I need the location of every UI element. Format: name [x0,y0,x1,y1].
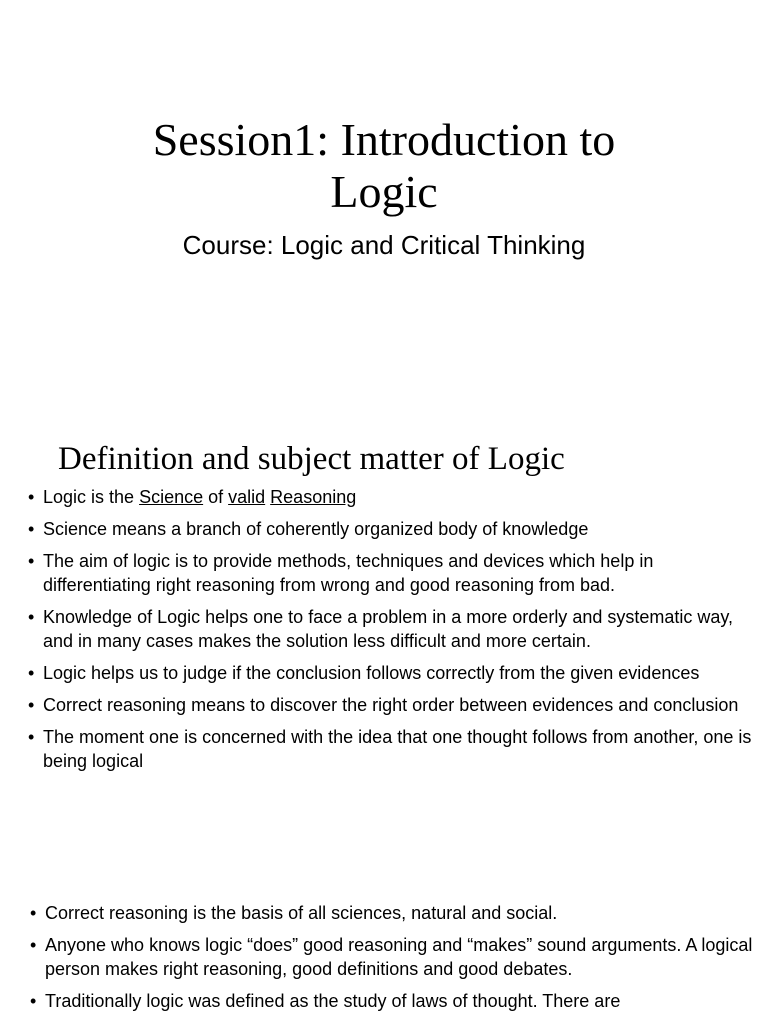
underlined-term-science: Science [139,487,204,507]
bullet-text: of [203,487,229,507]
underlined-term-reasoning: Reasoning [270,487,357,507]
slide-title [0,114,768,218]
section-heading: Definition and subject matter of Logic [58,441,565,477]
slide-subtitle: Course: Logic and Critical Thinking [182,230,586,260]
underlined-term-valid: valid [228,487,266,507]
slide-title-line-1: Session1: Introduction to [152,114,616,165]
definition-bullet-list [43,485,758,781]
bullet-item: • Correct reasoning is the basis of all sciences, natural and social. [45,901,760,925]
bullet-item: • Correct reasoning means to discover the right order between evidences and conclusion [43,693,758,717]
bullet-item: • Logic helps us to judge if the conclusion follows correctly from the given evidences [43,661,758,685]
bullet-text: Logic is the [43,487,140,507]
bullet-item: • Knowledge of Logic helps one to face a problem in a more orderly and systematic way, and in many cases makes the solution less difficult and more certain. [43,605,758,653]
bullet-item: • Traditionally logic was defined as the study of laws of thought. There are [45,989,760,1013]
reasoning-bullet-list [45,901,760,1021]
bullet-item: • Anyone who knows logic “does” good reasoning and “makes” sound arguments. A logical person makes right reasoning, good definitions and good debates. [45,933,760,981]
bullet-item: • Science means a branch of coherently organized body of knowledge [43,517,758,541]
bullet-item: • The aim of logic is to provide methods, techniques and devices which help in differentiating right reasoning from wrong and good reasoning from bad. [43,549,758,597]
bullet-item: • The moment one is concerned with the idea that one thought follows from another, one is being logical [43,725,758,773]
bullet-item-logic-definition [43,485,758,509]
slide-title-line-2: Logic [330,166,438,217]
